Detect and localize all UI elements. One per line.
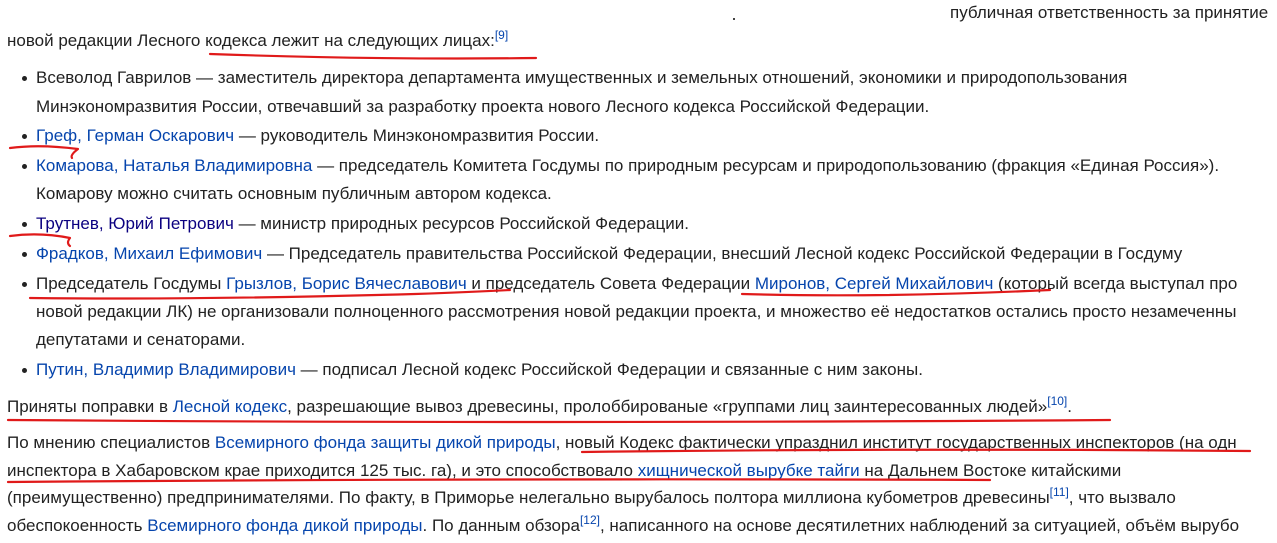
amendments-paragraph [7,396,1072,418]
list-bullet [22,164,27,169]
list-item-text: — руководитель Минэкономразвития России. [234,126,600,145]
list-item-gref [36,125,599,147]
list-item-text: Всеволод Гаврилов — заместитель директора департамента имущественных и земельных отношений, экономики и природопользования [36,68,1128,87]
footnote-ref-11[interactable]: [11] [1049,485,1069,499]
list-item-text: новой редакции ЛК) не организовали полноценного рассмотрения новой редакции проекта, и множество её недостатков остались просто незамеченны [36,302,1237,321]
list-item-gryzlov-mironov-line3 [36,329,245,351]
list-bullet [22,134,27,139]
list-item-text: Комарову можно считать основным публичным автором кодекса. [36,184,552,203]
list-item-text: — Председатель правительства Российской Федерации, внесший Лесной кодекс Российской Федерации в Госдуму [262,244,1183,263]
list-item-fradkov [36,243,1182,265]
list-item-text: и председатель Совета Федерации [466,274,755,293]
footnote-ref-9[interactable]: [9] [494,28,509,42]
list-bullet [22,282,27,287]
list-item-text: — председатель Комитета Госдумы по природным ресурсам и природопользованию (фракция «Единая Россия»). [312,156,1220,175]
paragraph-text: инспектора в Хабаровском крае приходится 125 тыс. га), и это способствовало [7,461,638,480]
intro-line [7,30,508,52]
intro-text: новой редакции Лесного кодекса лежит на следующих лицах: [7,31,495,50]
list-bullet [22,222,27,227]
list-item-text: — подписал Лесной кодекс Российской Федерации и связанные с ним законы. [295,360,923,379]
footnote-ref-10[interactable]: [10] [1047,394,1068,408]
footnote-ref-12[interactable]: [12] [579,513,600,527]
paragraph-text: , разрешающие вывоз древесины, пролоббированые «группами лиц заинтересованных людей» [287,397,1048,416]
annotation-underline-intro [210,54,536,59]
list-item-trutnev [36,213,689,235]
list-item-gavrilov [36,67,1127,89]
annotation-underline-amendments [8,420,1110,422]
paragraph-text: Приняты поправки в [7,397,173,416]
paragraph-text: , написанного на основе десятилетних наблюдений за ситуацией, объём вырубо [599,516,1240,535]
list-bullet [22,368,27,373]
list-item-gavrilov-line2 [36,96,929,118]
list-item-text: Минэкономразвития России, отвечавший за разработку проекта нового Лесного кодекса Российской Федерации. [36,97,930,116]
list-item-text: Председатель Госдумы [36,274,227,293]
list-item-komarova [36,155,1219,177]
link-fradkov[interactable]: Фрадков, Михаил Ефимович [36,244,263,263]
paragraph-text: . По данным обзора [422,516,580,535]
paragraph-text: По мнению специалистов [7,433,215,452]
link-trutnev[interactable]: Трутнев, Юрий Петрович [36,214,234,233]
link-gref[interactable]: Греф, Герман Оскарович [36,126,235,145]
list-item-komarova-line2 [36,183,552,205]
paragraph-text: обеспокоенность [7,516,148,535]
wwf-paragraph-line4 [7,515,1239,537]
link-logging[interactable]: хищнической вырубке тайги [637,461,860,480]
link-komarova[interactable]: Комарова, Наталья Владимировна [36,156,313,175]
wwf-paragraph-line3 [7,487,1176,509]
wwf-paragraph-line2 [7,460,1121,482]
list-item-text: (который всегда выступал про [993,274,1238,293]
link-wwf[interactable]: Всемирного фонда защиты дикой природы [214,433,556,452]
stray-dot [733,18,735,20]
paragraph-text: . [1067,397,1072,416]
list-item-text: депутатами и сенаторами. [36,330,246,349]
paragraph-text: , что вызвало [1068,488,1176,507]
list-bullet [22,76,27,81]
paragraph-text: , новый Кодекс фактически упразднил институт государственных инспекторов (на одн [555,433,1237,452]
list-item-gryzlov-mironov [36,273,1237,295]
link-lesnoy-kodeks[interactable]: Лесной кодекс [172,397,288,416]
link-wwf-2[interactable]: Всемирного фонда дикой природы [147,516,423,535]
link-mironov[interactable]: Миронов, Сергей Михайлович [754,274,994,293]
link-gryzlov[interactable]: Грызлов, Борис Вячеславович [226,274,467,293]
wwf-paragraph-line1 [7,432,1237,454]
list-item-gryzlov-mironov-line2 [36,301,1237,323]
link-putin[interactable]: Путин, Владимир Владимирович [36,360,296,379]
top-right-text: публичная ответственность за принятие [950,3,1269,22]
list-item-text: — министр природных ресурсов Российской Федерации. [233,214,689,233]
paragraph-text: на Дальнем Востоке китайскими [859,461,1122,480]
list-bullet [22,252,27,257]
list-item-putin [36,359,923,381]
paragraph-text: (преимущественно) предпринимателями. По факту, в Приморье нелегально вырубалось полтора миллиона кубометров древесины [7,488,1050,507]
